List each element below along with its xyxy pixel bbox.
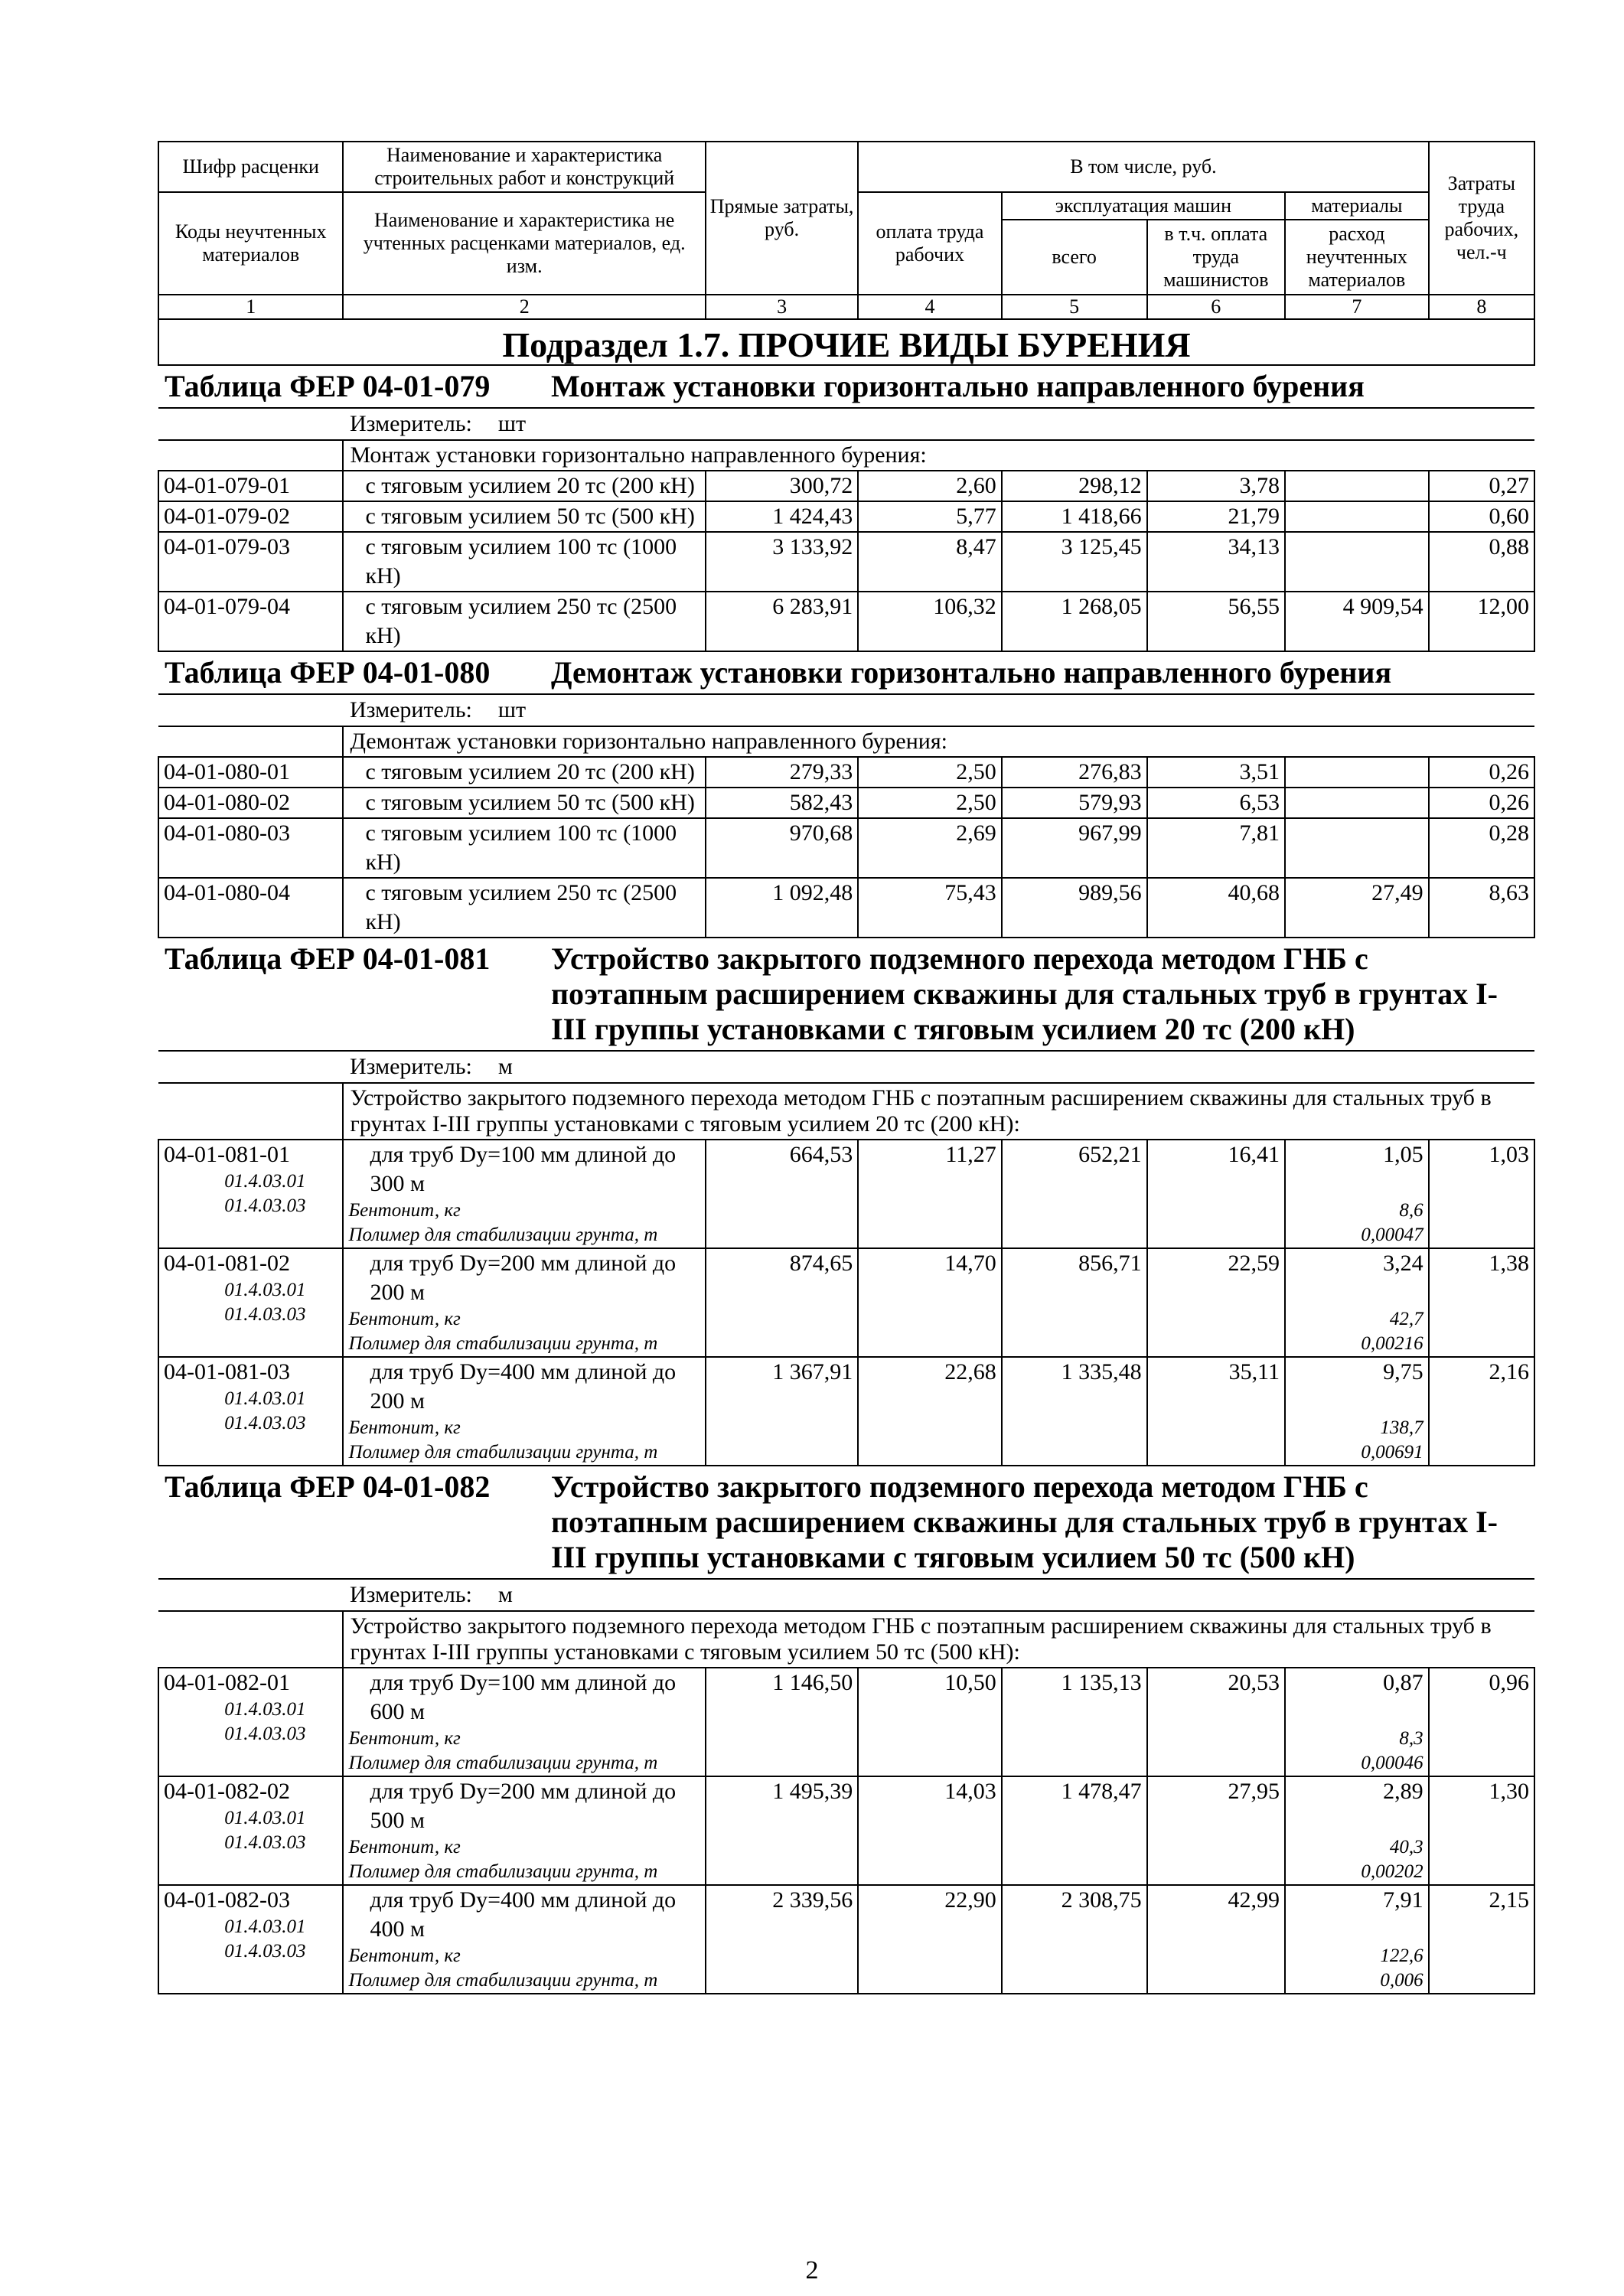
table-row	[158, 878, 1534, 938]
group-row	[158, 726, 1534, 757]
header-materials: материалы	[1285, 192, 1429, 220]
machinist-pay: 40,68	[1147, 878, 1285, 938]
page-number: 2	[805, 2256, 819, 2285]
header-code-top: Шифр расценки	[158, 142, 343, 192]
table-row	[158, 757, 1534, 788]
labor-hours: 0,26	[1429, 757, 1534, 788]
machines-total: 1 418,66	[1002, 501, 1147, 532]
measure-row	[158, 1579, 1534, 1611]
material-code: 01.4.03.01	[224, 1171, 306, 1192]
table-heading-080	[158, 651, 1534, 694]
table-row	[158, 1248, 1534, 1357]
direct-costs: 1 367,91	[706, 1357, 858, 1466]
machinist-pay: 27,95	[1147, 1776, 1285, 1885]
direct-costs: 664,53	[706, 1140, 858, 1248]
table-title: Устройство закрытого подземного перехода методом ГНБ с поэтапным расширением скважины для стальных труб в грунтах I-III группы установками с тяговым усилием 20 тс (200 кН)	[551, 941, 1498, 1046]
measure-row	[158, 1051, 1534, 1083]
materials: 9,75	[1383, 1359, 1423, 1384]
table-row	[158, 471, 1534, 501]
col-number: 3	[706, 295, 858, 319]
material-name: Бентонит, кг	[348, 1200, 461, 1221]
col-number: 5	[1002, 295, 1147, 319]
material-qty: 8,6	[1399, 1200, 1423, 1221]
material-qty: 0,00216	[1361, 1333, 1423, 1354]
rate-code: 04-01-079-01	[158, 471, 343, 501]
rate-name: с тяговым усилием 250 тс (2500 кН)	[343, 592, 706, 651]
table-title: Демонтаж установки горизонтально направленного бурения	[551, 655, 1392, 690]
measure-row	[158, 408, 1534, 440]
material-qty: 8,3	[1399, 1728, 1423, 1749]
table-code: Таблица ФЕР 04-01-079	[165, 369, 491, 403]
materials: 4 909,54	[1285, 592, 1429, 651]
material-qty: 122,6	[1380, 1945, 1423, 1966]
header-name-top: Наименование и характеристика строительных работ и конструкций	[343, 142, 706, 192]
materials	[1285, 471, 1429, 501]
labor-pay: 8,47	[858, 532, 1002, 592]
labor-pay: 2,50	[858, 788, 1002, 818]
materials: 27,49	[1285, 878, 1429, 938]
group-title: Устройство закрытого подземного перехода методом ГНБ с поэтапным расширением скважины для стальных труб в грунтах I-III группы установками с тяговым усилием 50 тс (500 кН):	[343, 1611, 1534, 1668]
rate-code: 04-01-080-01	[158, 757, 343, 788]
rate-code: 04-01-082-01	[164, 1670, 290, 1695]
direct-costs: 1 424,43	[706, 501, 858, 532]
header-labor-pay: оплата труда рабочих	[858, 192, 1002, 295]
table-row	[158, 1776, 1534, 1885]
material-qty: 0,00691	[1361, 1442, 1423, 1463]
machines-total: 1 268,05	[1002, 592, 1147, 651]
material-name: Бентонит, кг	[348, 1309, 461, 1329]
header-including: В том числе, руб.	[858, 142, 1428, 192]
rate-name: с тяговым усилием 20 тс (200 кН)	[343, 471, 706, 501]
material-name: Бентонит, кг	[348, 1945, 461, 1966]
group-row	[158, 1083, 1534, 1140]
col-number: 1	[158, 295, 343, 319]
material-qty: 0,00046	[1361, 1753, 1423, 1773]
subsection-title: Подраздел 1.7. ПРОЧИЕ ВИДЫ БУРЕНИЯ	[158, 319, 1534, 365]
machines-total: 652,21	[1002, 1140, 1147, 1248]
machinist-pay: 6,53	[1147, 788, 1285, 818]
labor-hours: 8,63	[1429, 878, 1534, 938]
header-unaccounted-materials: расход неучтенных материалов	[1285, 220, 1429, 295]
group-title: Устройство закрытого подземного перехода методом ГНБ с поэтапным расширением скважины для стальных труб в грунтах I-III группы установками с тяговым усилием 20 тс (200 кН):	[343, 1083, 1534, 1140]
group-title: Демонтаж установки горизонтально направленного бурения:	[343, 726, 1534, 757]
measure-unit: шт	[497, 411, 527, 436]
materials	[1285, 532, 1429, 592]
col-number: 6	[1147, 295, 1285, 319]
table-title: Монтаж установки горизонтально направленного бурения	[551, 369, 1365, 403]
rates-table	[158, 141, 1535, 1994]
direct-costs: 1 092,48	[706, 878, 858, 938]
labor-pay: 22,90	[858, 1885, 1002, 1994]
labor-hours: 0,26	[1429, 788, 1534, 818]
material-code: 01.4.03.01	[224, 1280, 306, 1300]
header-name-bottom: Наименование и характеристика не учтенных расценками материалов, ед. изм.	[343, 192, 706, 295]
direct-costs: 874,65	[706, 1248, 858, 1357]
rate-name: с тяговым усилием 250 тс (2500 кН)	[343, 878, 706, 938]
machinist-pay: 3,51	[1147, 757, 1285, 788]
labor-pay: 5,77	[858, 501, 1002, 532]
material-qty: 138,7	[1380, 1417, 1423, 1438]
labor-pay: 2,50	[858, 757, 1002, 788]
machinist-pay: 35,11	[1147, 1357, 1285, 1466]
table-row	[158, 788, 1534, 818]
measure-unit: м	[497, 1054, 513, 1079]
machinist-pay: 42,99	[1147, 1885, 1285, 1994]
materials	[1285, 757, 1429, 788]
materials	[1285, 788, 1429, 818]
rate-name: для труб Dy=200 мм длиной до 200 м	[370, 1251, 677, 1305]
material-name: Полимер для стабилизации грунта, т	[348, 1333, 658, 1354]
rate-code: 04-01-080-03	[158, 818, 343, 878]
material-name: Полимер для стабилизации грунта, т	[348, 1442, 658, 1463]
material-name: Полимер для стабилизации грунта, т	[348, 1970, 658, 1991]
measure-unit: шт	[497, 697, 527, 722]
group-row	[158, 440, 1534, 471]
machines-total: 967,99	[1002, 818, 1147, 878]
machines-total: 1 478,47	[1002, 1776, 1147, 1885]
rate-code: 04-01-081-03	[164, 1359, 290, 1384]
rate-code: 04-01-082-02	[164, 1779, 290, 1804]
materials	[1285, 501, 1429, 532]
col-number: 7	[1285, 295, 1429, 319]
group-title: Монтаж установки горизонтально направленного бурения:	[343, 440, 1534, 471]
machines-total: 3 125,45	[1002, 532, 1147, 592]
direct-costs: 6 283,91	[706, 592, 858, 651]
table-row	[158, 1885, 1534, 1994]
measure-label: Измеритель:	[350, 1054, 472, 1079]
labor-pay: 106,32	[858, 592, 1002, 651]
table-heading-079	[158, 365, 1534, 408]
material-qty: 0,006	[1380, 1970, 1423, 1991]
machinist-pay: 7,81	[1147, 818, 1285, 878]
header-code-bottom: Коды неучтенных материалов	[158, 192, 343, 295]
labor-pay: 10,50	[858, 1668, 1002, 1776]
measure-label: Измеритель:	[350, 411, 472, 436]
materials: 1,05	[1383, 1142, 1423, 1167]
header-machines-total: всего	[1002, 220, 1147, 295]
material-code: 01.4.03.01	[224, 1916, 306, 1937]
rate-name: с тяговым усилием 100 тс (1000 кН)	[343, 818, 706, 878]
table-row	[158, 1357, 1534, 1466]
material-code: 01.4.03.01	[224, 1388, 306, 1409]
material-qty: 40,3	[1389, 1837, 1423, 1857]
labor-pay: 2,60	[858, 471, 1002, 501]
rate-code: 04-01-082-03	[164, 1887, 290, 1913]
table-row	[158, 592, 1534, 651]
material-code: 01.4.03.01	[224, 1699, 306, 1720]
header-direct-costs: Прямые затраты, руб.	[706, 142, 858, 295]
labor-hours: 0,88	[1429, 532, 1534, 592]
measure-label: Измеритель:	[350, 697, 472, 722]
rate-name: с тяговым усилием 50 тс (500 кН)	[343, 788, 706, 818]
direct-costs: 279,33	[706, 757, 858, 788]
material-code: 01.4.03.03	[224, 1941, 306, 1962]
rate-name: с тяговым усилием 100 тс (1000 кН)	[343, 532, 706, 592]
col-number: 4	[858, 295, 1002, 319]
header-labor-hours: Затраты труда рабочих, чел.-ч	[1429, 142, 1534, 295]
material-name: Бентонит, кг	[348, 1417, 461, 1438]
machinist-pay: 21,79	[1147, 501, 1285, 532]
labor-hours: 0,96	[1429, 1668, 1534, 1776]
rate-code: 04-01-079-02	[158, 501, 343, 532]
material-code: 01.4.03.01	[224, 1808, 306, 1828]
material-name: Полимер для стабилизации грунта, т	[348, 1861, 658, 1882]
rate-code: 04-01-079-03	[158, 532, 343, 592]
material-name: Полимер для стабилизации грунта, т	[348, 1753, 658, 1773]
machines-total: 989,56	[1002, 878, 1147, 938]
material-name: Бентонит, кг	[348, 1728, 461, 1749]
material-name: Полимер для стабилизации грунта, т	[348, 1225, 658, 1245]
machines-total: 276,83	[1002, 757, 1147, 788]
rate-name: для труб Dy=400 мм длиной до 200 м	[370, 1359, 677, 1414]
table-row	[158, 532, 1534, 592]
labor-pay: 75,43	[858, 878, 1002, 938]
group-row	[158, 1611, 1534, 1668]
rate-name: с тяговым усилием 20 тс (200 кН)	[343, 757, 706, 788]
measure-label: Измеритель:	[350, 1582, 472, 1607]
direct-costs: 582,43	[706, 788, 858, 818]
table-row	[158, 1668, 1534, 1776]
labor-hours: 12,00	[1429, 592, 1534, 651]
machinist-pay: 34,13	[1147, 532, 1285, 592]
machinist-pay: 3,78	[1147, 471, 1285, 501]
material-code: 01.4.03.03	[224, 1724, 306, 1744]
measure-row	[158, 694, 1534, 726]
col-number: 2	[343, 295, 706, 319]
labor-hours: 2,16	[1429, 1357, 1534, 1466]
table-heading-082	[158, 1466, 1534, 1579]
labor-hours: 0,28	[1429, 818, 1534, 878]
material-code: 01.4.03.03	[224, 1304, 306, 1325]
direct-costs: 300,72	[706, 471, 858, 501]
machines-total: 298,12	[1002, 471, 1147, 501]
table-heading-081	[158, 938, 1534, 1051]
machinist-pay: 56,55	[1147, 592, 1285, 651]
labor-hours: 1,03	[1429, 1140, 1534, 1248]
machines-total: 579,93	[1002, 788, 1147, 818]
rate-code: 04-01-080-04	[158, 878, 343, 938]
measure-unit: м	[497, 1582, 513, 1607]
labor-pay: 14,70	[858, 1248, 1002, 1357]
machines-total: 2 308,75	[1002, 1885, 1147, 1994]
direct-costs: 2 339,56	[706, 1885, 858, 1994]
table-title: Устройство закрытого подземного перехода методом ГНБ с поэтапным расширением скважины для стальных труб в грунтах I-III группы установками с тяговым усилием 50 тс (500 кН)	[551, 1469, 1498, 1574]
labor-hours: 1,38	[1429, 1248, 1534, 1357]
labor-pay: 14,03	[858, 1776, 1002, 1885]
rates-sheet	[158, 141, 1535, 1994]
materials: 7,91	[1383, 1887, 1423, 1913]
rate-code: 04-01-081-02	[164, 1251, 290, 1276]
material-name: Бентонит, кг	[348, 1837, 461, 1857]
rate-name: для труб Dy=200 мм длиной до 500 м	[370, 1779, 677, 1833]
labor-pay: 22,68	[858, 1357, 1002, 1466]
materials: 2,89	[1383, 1779, 1423, 1804]
machines-total: 1 335,48	[1002, 1357, 1147, 1466]
labor-pay: 2,69	[858, 818, 1002, 878]
labor-hours: 2,15	[1429, 1885, 1534, 1994]
subsection-row	[158, 319, 1534, 365]
rate-code: 04-01-081-01	[164, 1142, 290, 1167]
table-row	[158, 818, 1534, 878]
machinist-pay: 22,59	[1147, 1248, 1285, 1357]
rate-code: 04-01-079-04	[158, 592, 343, 651]
rate-name: с тяговым усилием 50 тс (500 кН)	[343, 501, 706, 532]
rate-code: 04-01-080-02	[158, 788, 343, 818]
table-code: Таблица ФЕР 04-01-081	[165, 941, 491, 976]
machinist-pay: 16,41	[1147, 1140, 1285, 1248]
labor-hours: 0,27	[1429, 471, 1534, 501]
material-code: 01.4.03.03	[224, 1195, 306, 1216]
header-machines: эксплуатация машин	[1002, 192, 1285, 220]
table-code: Таблица ФЕР 04-01-080	[165, 655, 491, 690]
table-code: Таблица ФЕР 04-01-082	[165, 1469, 491, 1504]
machines-total: 856,71	[1002, 1248, 1147, 1357]
labor-hours: 1,30	[1429, 1776, 1534, 1885]
labor-pay: 11,27	[858, 1140, 1002, 1248]
material-qty: 0,00202	[1361, 1861, 1423, 1882]
header-row-1	[158, 142, 1534, 192]
direct-costs: 3 133,92	[706, 532, 858, 592]
machinist-pay: 20,53	[1147, 1668, 1285, 1776]
materials: 0,87	[1383, 1670, 1423, 1695]
direct-costs: 1 495,39	[706, 1776, 858, 1885]
materials: 3,24	[1383, 1251, 1423, 1276]
labor-hours: 0,60	[1429, 501, 1534, 532]
rate-name: для труб Dy=100 мм длиной до 300 м	[370, 1142, 677, 1196]
col-number: 8	[1429, 295, 1534, 319]
direct-costs: 970,68	[706, 818, 858, 878]
materials	[1285, 818, 1429, 878]
header-numbers-row	[158, 295, 1534, 319]
header-machinist-pay: в т.ч. оплата труда машинистов	[1147, 220, 1285, 295]
material-code: 01.4.03.03	[224, 1832, 306, 1853]
rate-name: для труб Dy=100 мм длиной до 600 м	[370, 1670, 677, 1724]
table-row	[158, 501, 1534, 532]
rate-name: для труб Dy=400 мм длиной до 400 м	[370, 1887, 677, 1942]
material-qty: 42,7	[1389, 1309, 1423, 1329]
machines-total: 1 135,13	[1002, 1668, 1147, 1776]
material-code: 01.4.03.03	[224, 1413, 306, 1433]
table-row	[158, 1140, 1534, 1248]
material-qty: 0,00047	[1361, 1225, 1423, 1245]
direct-costs: 1 146,50	[706, 1668, 858, 1776]
